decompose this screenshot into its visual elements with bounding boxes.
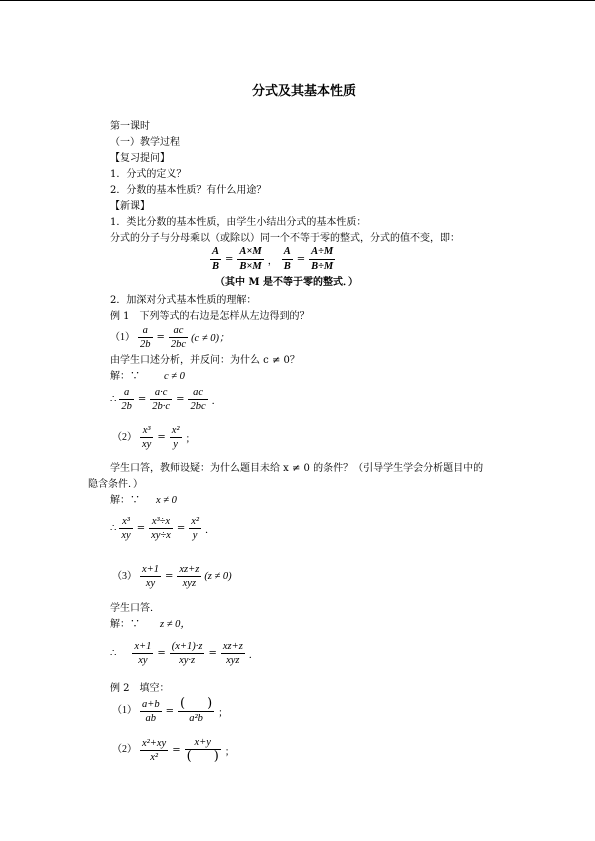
property-formula: $\frac{A}{B}$ = $\frac{A\times M}{B\times M}$ ， $\frac{A}{B}$ = $\frac{A\div M}{B\div M}$ bbox=[212, 246, 334, 272]
review-question-1: 1．分式的定义？ bbox=[110, 169, 187, 180]
example-1-part-1: （1） $\frac{a}{2b}$ = $\frac{ac}{2bc}$ (c ≠ 0)； bbox=[110, 325, 230, 350]
page-top-rule bbox=[0, 0, 595, 1]
section-heading: （一）教学过程 bbox=[110, 137, 180, 148]
oral-analysis: 由学生口述分析，并反问：为什么 c ≠ 0？ bbox=[110, 355, 300, 366]
solution-1-derivation: ∴ $\frac{a}{2b}$ = $\frac{a\cdot c}{2b\cdot c}$ = $\frac{ac}{2bc}$ ． bbox=[110, 387, 222, 412]
lesson-label: 第一课时 bbox=[110, 121, 150, 132]
teacher-question-cont: 隐含条件．） bbox=[88, 479, 143, 490]
new-lesson-point-1: 1．类比分数的基本性质，由学生小结出分式的基本性质： bbox=[110, 217, 367, 228]
solution-2-condition: 解：∵ x ≠ 0 bbox=[110, 495, 177, 506]
example-1-part-2: （2） $\frac{\text{x³}}{xy}$ = $\frac{\text{x²}}{y}$ ； bbox=[112, 425, 196, 450]
property-statement: 分式的分子与分母乘以（或除以）同一个不等于零的整式，分式的值不变，即： bbox=[110, 233, 460, 244]
solution-1-condition: 解：∵ c ≠ 0 bbox=[110, 371, 185, 382]
example-1-part-3: （3） $\frac{x+1}{xy}$ = $\frac{xz+z}{\text{xyz}}$ (z ≠ 0) bbox=[112, 564, 232, 589]
solution-3-condition: 解：∵ z ≠ 0， bbox=[110, 619, 191, 630]
example-2-part-1: （1） $\frac{a+b}{ab}$ = $\frac{( )}{\text{a²b}}$ ； bbox=[112, 696, 229, 724]
new-lesson-point-2: 2．加深对分式基本性质的理解： bbox=[110, 295, 257, 306]
student-answer: 学生口答． bbox=[110, 603, 160, 614]
review-question-2: 2．分数的基本性质？有什么用途？ bbox=[110, 185, 267, 196]
example-2-heading: 例 2 填空： bbox=[110, 683, 170, 694]
blank-numerator: ( ) bbox=[179, 696, 213, 711]
blank-denominator: ( ) bbox=[186, 749, 219, 764]
solution-2-derivation: ∴ $\frac{\text{x³}}{xy}$ = $\frac{\text{x³÷x}}{xy\div x}$ = $\frac{\text{x²}}{y}$ ． bbox=[110, 516, 216, 541]
property-note: （其中 M 是不等于零的整式．） bbox=[215, 277, 359, 288]
page-title: 分式及其基本性质 bbox=[252, 84, 357, 99]
new-lesson-heading: 【新课】 bbox=[110, 201, 150, 212]
example-1-heading: 例 1 下列等式的右边是怎样从左边得到的？ bbox=[110, 311, 310, 322]
example-2-part-2: （2） $\frac{\text{x²+xy}}{\text{x²}}$ = $\frac{x+y}{( )}$ ； bbox=[112, 737, 235, 764]
solution-3-derivation: ∴ $\frac{x+1}{xy}$ = $\frac{(x+1)\cdot z}{xy\cdot z}$ = $\frac{xz+z}{\text{xyz}}$ ． bbox=[110, 641, 259, 666]
review-heading: 【复习提问】 bbox=[110, 153, 170, 164]
teacher-question: 学生口答，教师设疑：为什么题目未给 x ≠ 0 的条件？（引导学生学会分析题目中的 bbox=[110, 463, 484, 474]
